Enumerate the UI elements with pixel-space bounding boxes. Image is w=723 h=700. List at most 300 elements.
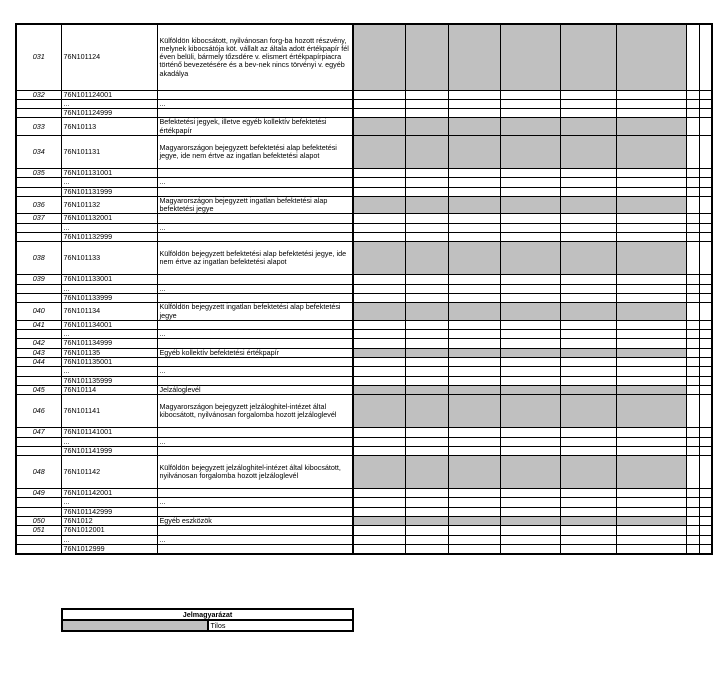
value-cell (405, 90, 448, 99)
value-cell (699, 275, 712, 284)
row-description (157, 187, 353, 196)
value-cell (353, 214, 405, 223)
table-row (16, 293, 712, 302)
value-cell (686, 526, 699, 535)
table-row (16, 517, 712, 526)
value-cell (686, 489, 699, 498)
value-cell (353, 168, 405, 177)
value-cell (560, 428, 616, 437)
value-cell (560, 214, 616, 223)
row-code: 76N1012001 (61, 526, 157, 535)
row-description (157, 233, 353, 242)
value-cell (560, 544, 616, 554)
value-cell (560, 348, 616, 357)
value-cell (353, 135, 405, 168)
value-cell (448, 233, 500, 242)
value-cell (353, 367, 405, 376)
value-cell (405, 223, 448, 232)
value-cell (686, 507, 699, 516)
table-row (16, 446, 712, 455)
row-number: 036 (16, 196, 61, 214)
value-cell (448, 489, 500, 498)
value-cell (405, 348, 448, 357)
value-cell (448, 168, 500, 177)
value-cell (560, 517, 616, 526)
value-cell (560, 24, 616, 90)
row-number (16, 99, 61, 108)
table-row (16, 535, 712, 544)
value-cell (353, 544, 405, 554)
value-cell (699, 535, 712, 544)
value-cell (699, 395, 712, 428)
row-number (16, 507, 61, 516)
value-cell (353, 498, 405, 507)
legend-title: Jelmagyarázat (62, 609, 353, 620)
table-row (16, 109, 712, 118)
row-description (157, 339, 353, 348)
value-cell (699, 320, 712, 329)
value-cell (500, 385, 560, 394)
value-cell (500, 517, 560, 526)
table-row (16, 168, 712, 177)
value-cell (686, 187, 699, 196)
value-cell (560, 489, 616, 498)
row-number: 043 (16, 348, 61, 357)
row-number: 046 (16, 395, 61, 428)
row-code: 76N101124001 (61, 90, 157, 99)
value-cell (448, 135, 500, 168)
value-cell (560, 187, 616, 196)
row-description (157, 376, 353, 385)
value-cell (699, 24, 712, 90)
value-cell (448, 395, 500, 428)
row-code: 76N101132999 (61, 233, 157, 242)
value-cell (560, 456, 616, 489)
value-cell (353, 109, 405, 118)
value-cell (353, 303, 405, 321)
value-cell (448, 284, 500, 293)
value-cell (560, 395, 616, 428)
row-number (16, 330, 61, 339)
value-cell (353, 233, 405, 242)
row-code: ... (61, 437, 157, 446)
value-cell (699, 90, 712, 99)
row-code: ... (61, 498, 157, 507)
value-cell (448, 118, 500, 136)
row-code: 76N101131001 (61, 168, 157, 177)
value-cell (699, 168, 712, 177)
value-cell (405, 275, 448, 284)
value-cell (448, 242, 500, 275)
value-cell (616, 385, 686, 394)
row-description (157, 526, 353, 535)
value-cell (616, 489, 686, 498)
row-code: 76N10113 (61, 118, 157, 136)
row-number (16, 544, 61, 554)
value-cell (500, 303, 560, 321)
value-cell (405, 517, 448, 526)
row-description (157, 109, 353, 118)
row-description: Magyarországon bejegyzett jelzáloghitel-intézet által kibocsátott, nyilvánosan forgalomba hozott jelzáloglevél (157, 395, 353, 428)
row-description (157, 214, 353, 223)
value-cell (500, 395, 560, 428)
row-code: 76N101135 (61, 348, 157, 357)
value-cell (686, 233, 699, 242)
table-row (16, 376, 712, 385)
row-number: 045 (16, 385, 61, 394)
value-cell (500, 187, 560, 196)
value-cell (405, 303, 448, 321)
value-cell (353, 456, 405, 489)
value-cell (686, 275, 699, 284)
row-description: Külföldön bejegyzett befektetési alap befektetési jegye, ide nem értve az ingatlan befektetési alapot (157, 242, 353, 275)
value-cell (616, 24, 686, 90)
data-table (15, 23, 713, 555)
table-row (16, 135, 712, 168)
value-cell (405, 535, 448, 544)
value-cell (686, 293, 699, 302)
row-number: 049 (16, 489, 61, 498)
value-cell (699, 178, 712, 187)
row-description: Külföldön bejegyzett jelzáloghitel-intézet által kibocsátott, nyilvánosan forgalomba hozott jelzáloglevél (157, 456, 353, 489)
value-cell (448, 178, 500, 187)
row-description: Magyarországon bejegyzett ingatlan befektetési alap befektetési jegye (157, 196, 353, 214)
value-cell (616, 214, 686, 223)
value-cell (686, 498, 699, 507)
value-cell (500, 275, 560, 284)
value-cell (500, 348, 560, 357)
value-cell (616, 535, 686, 544)
value-cell (405, 498, 448, 507)
value-cell (405, 507, 448, 516)
table-row (16, 242, 712, 275)
value-cell (405, 428, 448, 437)
table-row (16, 385, 712, 394)
value-cell (500, 223, 560, 232)
value-cell (616, 367, 686, 376)
row-description: ... (157, 223, 353, 232)
table-row (16, 90, 712, 99)
value-cell (699, 385, 712, 394)
row-description (157, 544, 353, 554)
value-cell (686, 544, 699, 554)
value-cell (699, 544, 712, 554)
row-code: 76N101131 (61, 135, 157, 168)
value-cell (686, 90, 699, 99)
row-description: ... (157, 284, 353, 293)
value-cell (448, 376, 500, 385)
row-number: 038 (16, 242, 61, 275)
table-row (16, 358, 712, 367)
row-code: 76N1012 (61, 517, 157, 526)
value-cell (560, 118, 616, 136)
row-code: 76N10114 (61, 385, 157, 394)
value-cell (686, 214, 699, 223)
table-row (16, 498, 712, 507)
value-cell (405, 367, 448, 376)
value-cell (448, 339, 500, 348)
row-description: Egyéb eszközök (157, 517, 353, 526)
value-cell (686, 24, 699, 90)
value-cell (560, 526, 616, 535)
value-cell (500, 428, 560, 437)
value-cell (405, 358, 448, 367)
value-cell (353, 330, 405, 339)
value-cell (616, 303, 686, 321)
value-cell (405, 99, 448, 108)
value-cell (448, 109, 500, 118)
table-row (16, 339, 712, 348)
row-number (16, 223, 61, 232)
value-cell (699, 196, 712, 214)
value-cell (353, 526, 405, 535)
table-row (16, 348, 712, 357)
value-cell (616, 320, 686, 329)
value-cell (616, 90, 686, 99)
value-cell (686, 196, 699, 214)
value-cell (699, 284, 712, 293)
row-number: 039 (16, 275, 61, 284)
row-code: 76N101134001 (61, 320, 157, 329)
row-description: Jelzáloglevél (157, 385, 353, 394)
value-cell (699, 517, 712, 526)
value-cell (500, 242, 560, 275)
value-cell (500, 293, 560, 302)
value-cell (686, 535, 699, 544)
value-cell (448, 275, 500, 284)
value-cell (616, 168, 686, 177)
value-cell (405, 109, 448, 118)
value-cell (405, 456, 448, 489)
value-cell (448, 187, 500, 196)
table-body (16, 24, 712, 554)
row-description (157, 275, 353, 284)
value-cell (616, 517, 686, 526)
value-cell (448, 358, 500, 367)
row-number: 051 (16, 526, 61, 535)
value-cell (405, 446, 448, 455)
value-cell (353, 376, 405, 385)
value-cell (560, 446, 616, 455)
value-cell (353, 358, 405, 367)
value-cell (500, 109, 560, 118)
value-cell (560, 339, 616, 348)
row-number: 031 (16, 24, 61, 90)
row-description (157, 428, 353, 437)
value-cell (616, 99, 686, 108)
row-description (157, 489, 353, 498)
value-cell (500, 99, 560, 108)
row-number: 048 (16, 456, 61, 489)
row-code: 76N101141001 (61, 428, 157, 437)
row-description: Magyarországon bejegyzett befektetési alap befektetési jegye, ide nem értve az ingatlan befektetési alapot (157, 135, 353, 168)
row-number: 037 (16, 214, 61, 223)
value-cell (500, 118, 560, 136)
row-description: Befektetési jegyek, illetve egyéb kollektív befektetési értékpapír (157, 118, 353, 136)
value-cell (500, 233, 560, 242)
value-cell (353, 275, 405, 284)
row-description: ... (157, 178, 353, 187)
value-cell (353, 90, 405, 99)
value-cell (448, 498, 500, 507)
value-cell (699, 437, 712, 446)
row-number (16, 367, 61, 376)
value-cell (405, 284, 448, 293)
value-cell (616, 178, 686, 187)
value-cell (448, 385, 500, 394)
table-row (16, 178, 712, 187)
value-cell (448, 535, 500, 544)
row-description (157, 168, 353, 177)
value-cell (448, 320, 500, 329)
value-cell (560, 99, 616, 108)
value-cell (699, 376, 712, 385)
value-cell (560, 358, 616, 367)
row-number (16, 446, 61, 455)
row-code: ... (61, 284, 157, 293)
value-cell (560, 178, 616, 187)
value-cell (616, 196, 686, 214)
value-cell (448, 214, 500, 223)
value-cell (699, 489, 712, 498)
row-code: 76N101141999 (61, 446, 157, 455)
value-cell (448, 293, 500, 302)
row-code: ... (61, 535, 157, 544)
value-cell (500, 135, 560, 168)
value-cell (686, 223, 699, 232)
value-cell (560, 376, 616, 385)
row-code: 76N101133999 (61, 293, 157, 302)
value-cell (560, 223, 616, 232)
value-cell (686, 284, 699, 293)
value-cell (500, 284, 560, 293)
row-code: 76N101133001 (61, 275, 157, 284)
value-cell (500, 90, 560, 99)
value-cell (353, 178, 405, 187)
value-cell (500, 437, 560, 446)
value-cell (448, 223, 500, 232)
value-cell (699, 118, 712, 136)
value-cell (500, 456, 560, 489)
value-cell (616, 348, 686, 357)
value-cell (500, 535, 560, 544)
value-cell (353, 489, 405, 498)
value-cell (699, 242, 712, 275)
value-cell (686, 428, 699, 437)
value-cell (500, 446, 560, 455)
value-cell (560, 233, 616, 242)
row-description (157, 446, 353, 455)
row-code: 76N101134999 (61, 339, 157, 348)
value-cell (560, 535, 616, 544)
table-row (16, 284, 712, 293)
row-number: 042 (16, 339, 61, 348)
row-number: 033 (16, 118, 61, 136)
row-number: 040 (16, 303, 61, 321)
value-cell (353, 507, 405, 516)
value-cell (500, 196, 560, 214)
value-cell (405, 242, 448, 275)
row-code: 76N101142001 (61, 489, 157, 498)
value-cell (405, 544, 448, 554)
value-cell (353, 320, 405, 329)
row-description (157, 90, 353, 99)
value-cell (616, 446, 686, 455)
value-cell (560, 320, 616, 329)
table-row (16, 526, 712, 535)
value-cell (699, 358, 712, 367)
legend-label-forbidden: Tilos (208, 620, 354, 631)
table-row (16, 118, 712, 136)
row-code: 76N1012999 (61, 544, 157, 554)
value-cell (699, 293, 712, 302)
row-description: ... (157, 535, 353, 544)
value-cell (560, 367, 616, 376)
table-row (16, 428, 712, 437)
value-cell (616, 507, 686, 516)
row-code: ... (61, 367, 157, 376)
value-cell (405, 196, 448, 214)
row-description (157, 293, 353, 302)
value-cell (616, 339, 686, 348)
value-cell (353, 385, 405, 394)
value-cell (560, 303, 616, 321)
row-number: 032 (16, 90, 61, 99)
row-description (157, 320, 353, 329)
table-row (16, 233, 712, 242)
value-cell (616, 109, 686, 118)
value-cell (616, 526, 686, 535)
value-cell (686, 109, 699, 118)
value-cell (686, 376, 699, 385)
value-cell (686, 348, 699, 357)
value-cell (616, 376, 686, 385)
row-code: ... (61, 178, 157, 187)
value-cell (405, 214, 448, 223)
value-cell (405, 178, 448, 187)
value-cell (448, 99, 500, 108)
value-cell (405, 118, 448, 136)
row-description: ... (157, 99, 353, 108)
value-cell (353, 395, 405, 428)
value-cell (686, 339, 699, 348)
row-number (16, 376, 61, 385)
row-code: 76N101124 (61, 24, 157, 90)
value-cell (353, 118, 405, 136)
value-cell (500, 544, 560, 554)
value-cell (500, 358, 560, 367)
value-cell (686, 178, 699, 187)
row-number (16, 535, 61, 544)
value-cell (686, 118, 699, 136)
row-number: 050 (16, 517, 61, 526)
row-code: 76N101124999 (61, 109, 157, 118)
value-cell (448, 367, 500, 376)
value-cell (448, 437, 500, 446)
value-cell (560, 109, 616, 118)
value-cell (560, 90, 616, 99)
value-cell (500, 526, 560, 535)
table-row (16, 456, 712, 489)
value-cell (616, 284, 686, 293)
row-number (16, 187, 61, 196)
value-cell (500, 168, 560, 177)
row-description: ... (157, 367, 353, 376)
value-cell (405, 339, 448, 348)
value-cell (686, 437, 699, 446)
value-cell (405, 233, 448, 242)
value-cell (686, 385, 699, 394)
